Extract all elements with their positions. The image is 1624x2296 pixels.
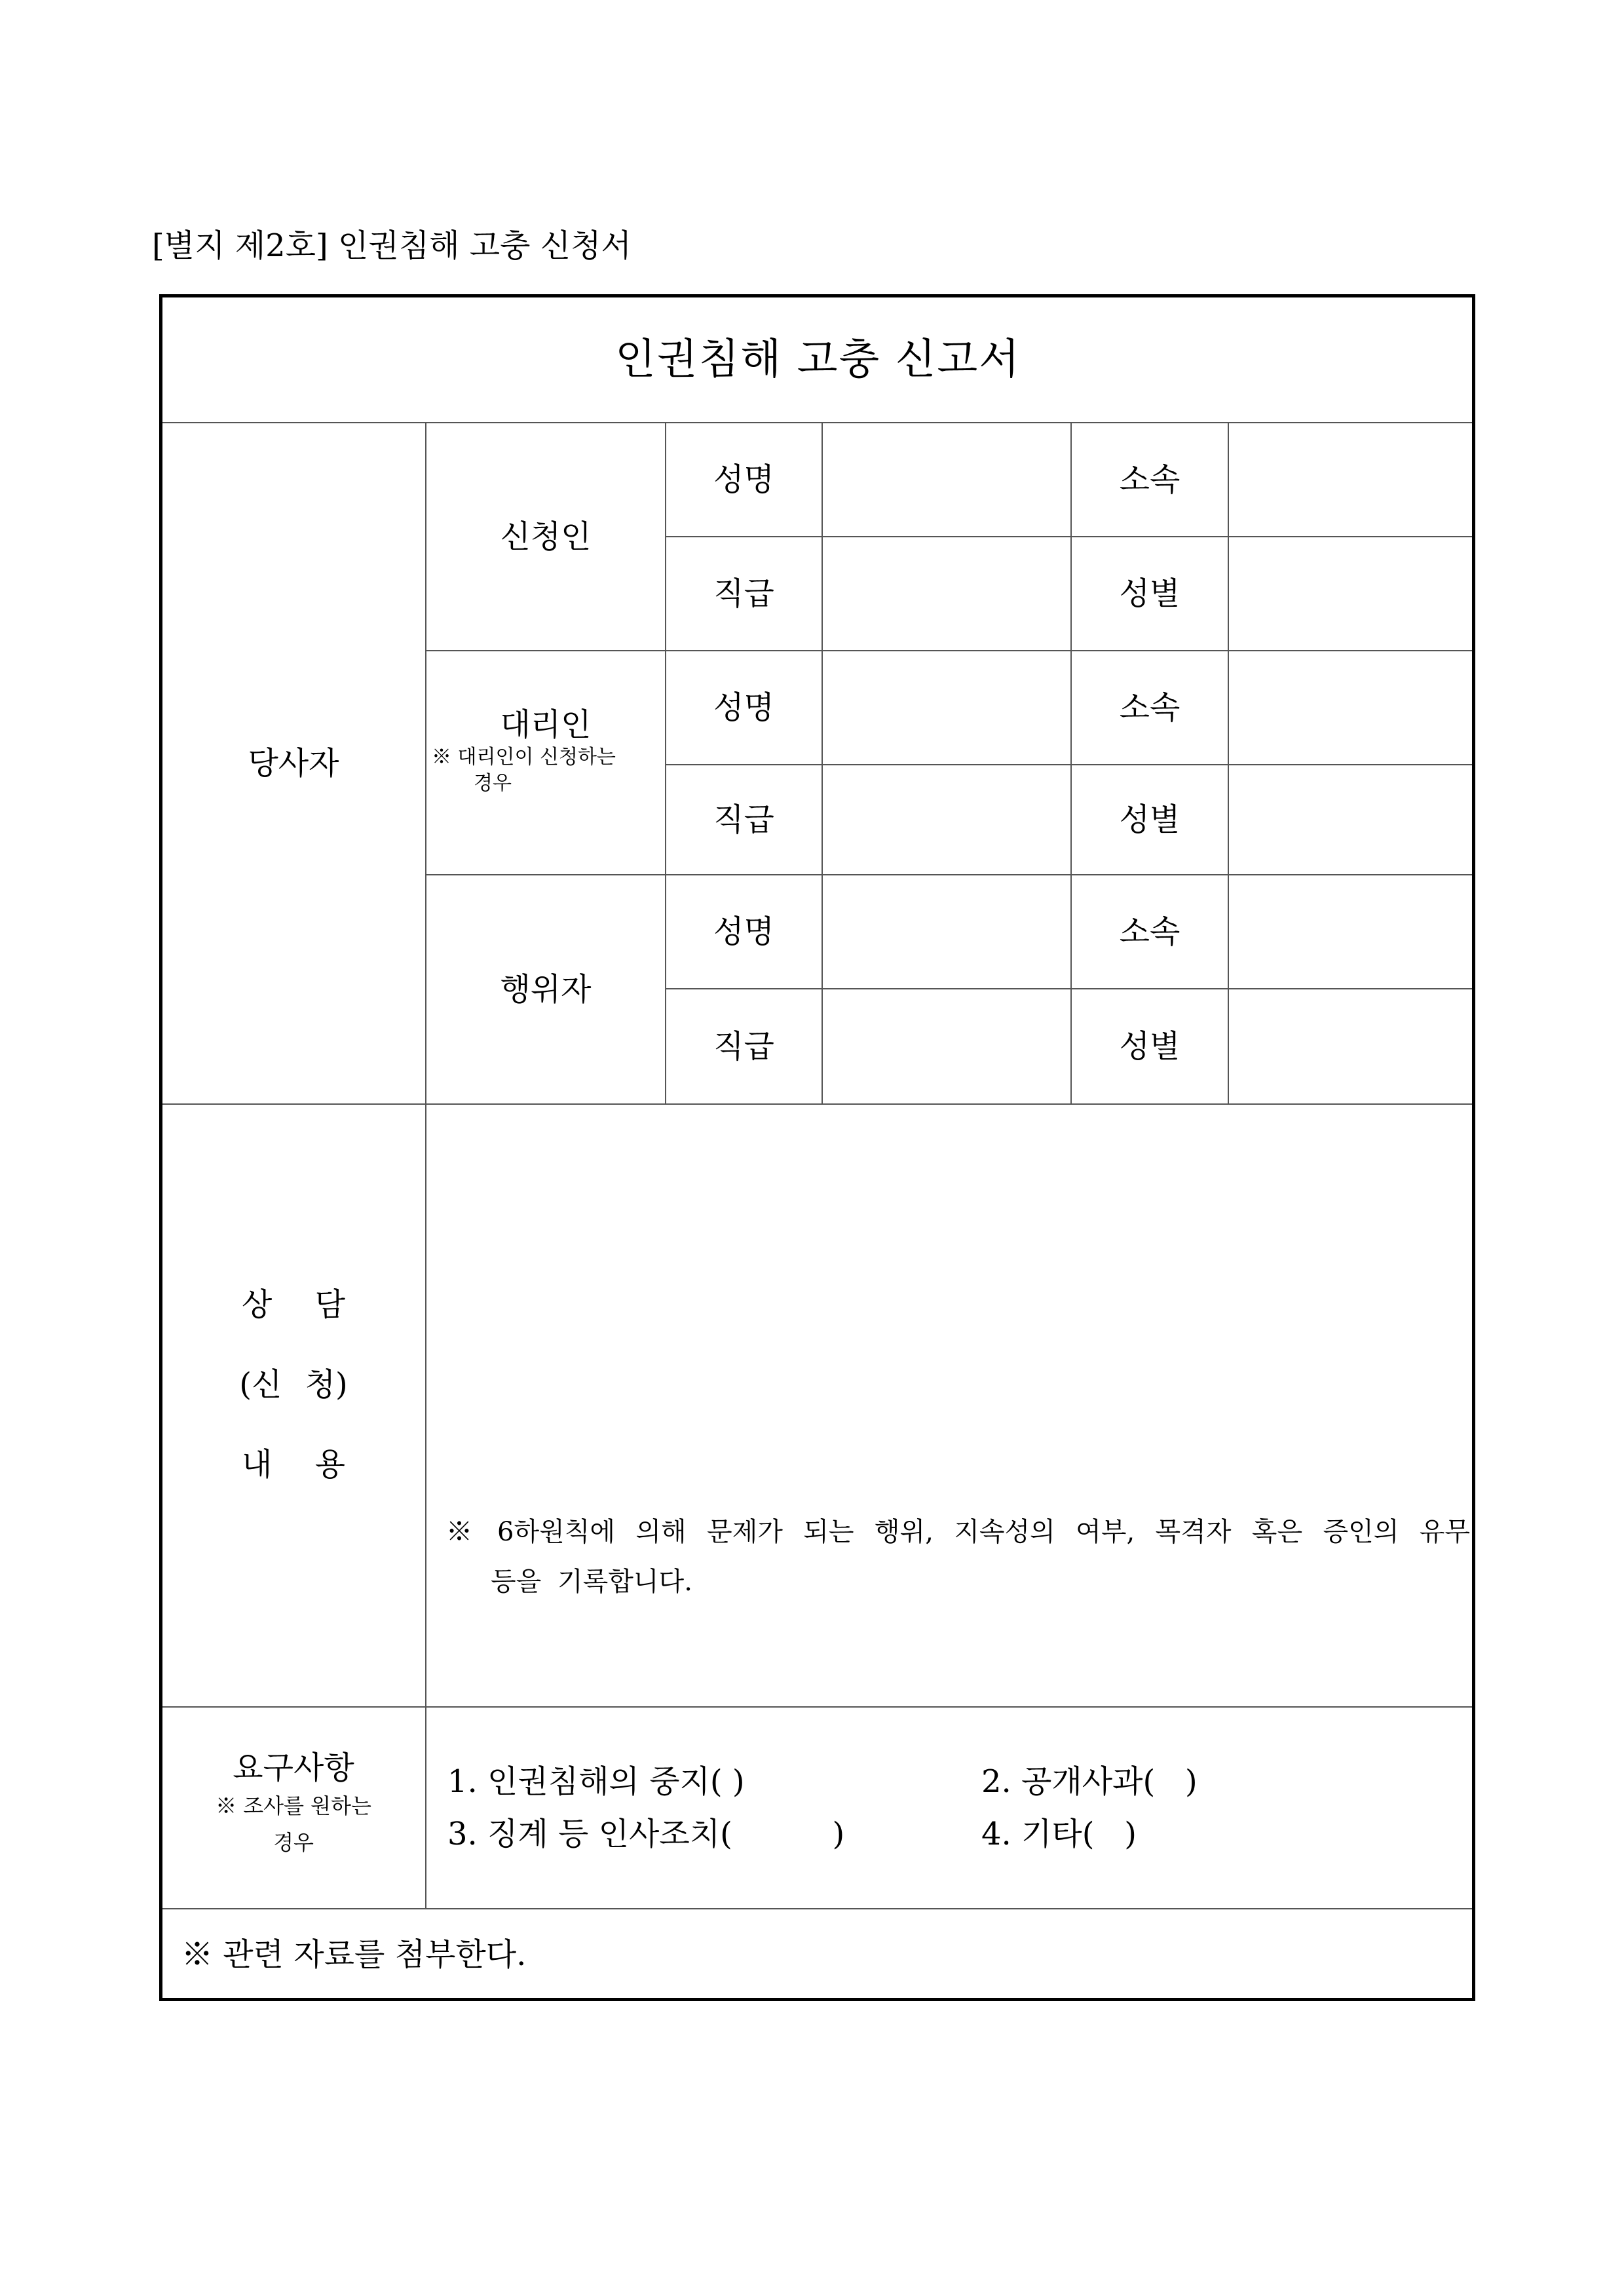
attachment-note: ※ 관련 자료를 첨부한다. [161,1909,1475,2000]
request-option-disciplinary-action[interactable]: 3. 징계 등 인사조치( ) [447,1816,845,1852]
actor-label: 행위자 [426,875,666,1104]
requests-note-line2: 경우 [273,1830,314,1855]
agent-note-line1: ※ 대리인이 신청하는 [432,746,616,769]
applicant-gender-label: 성별 [1071,537,1228,651]
consultation-note-line2: 등을 기록합니다. [491,1567,692,1597]
request-option-public-apology[interactable]: 2. 공개사과( ) [981,1763,1198,1800]
requests-label: 요구사항 [233,1750,354,1786]
agent-label: 대리인 [500,706,592,743]
actor-gender-label: 성별 [1071,989,1228,1104]
applicant-label: 신청인 [426,423,666,651]
agent-note-line2: 경우 [474,772,512,795]
actor-name-label: 성명 [666,875,822,989]
form-title: 인권침해 고충 신고서 [161,296,1475,423]
actor-affiliation-label: 소속 [1071,875,1228,989]
applicant-affiliation-label: 소속 [1071,423,1228,537]
request-option-other[interactable]: 4. 기타( ) [981,1816,1137,1852]
agent-gender-label: 성별 [1071,765,1228,875]
agent-name-label: 성명 [666,651,822,765]
parties-label: 당사자 [161,423,426,1104]
consultation-label-line1: 상 담 [242,1286,345,1323]
actor-rank-label: 직급 [666,989,822,1104]
request-option-cessation[interactable]: 1. 인권침해의 중지( ) [447,1763,745,1800]
applicant-rank-label: 직급 [666,537,822,651]
consultation-label-line2: (신 청) [239,1366,348,1403]
consultation-label-line3: 내 용 [242,1446,345,1483]
form-outer-border [159,294,1475,2001]
consultation-note-line1: ※ 6하원칙에 의해 문제가 되는 행위, 지속성의 여부, 목격자 혹은 증인의 유무 [446,1517,1471,1547]
applicant-name-label: 성명 [666,423,822,537]
requests-note-line1: ※ 조사를 원하는 [216,1793,371,1818]
page-heading: [별지 제2호] 인권침해 고충 신청서 [152,227,632,264]
agent-affiliation-label: 소속 [1071,651,1228,765]
agent-rank-label: 직급 [666,765,822,875]
